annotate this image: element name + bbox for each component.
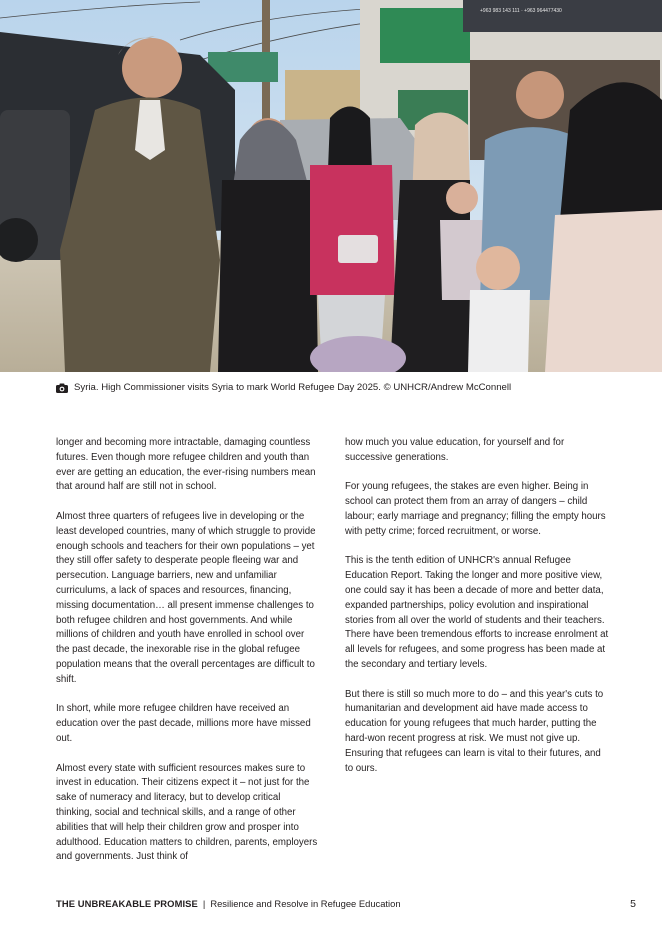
caption-text: Syria. High Commissioner visits Syria to mark World Refugee Day 2025. © UNHCR/Andrew McConnell	[74, 382, 512, 393]
boy-shirt	[468, 290, 530, 372]
photo-illustration	[0, 0, 662, 372]
white-dress	[545, 210, 662, 372]
paragraph: This is the tenth edition of UNHCR's annual Refugee Education Report. Taking the longer and more positive view, one could say it has been a decade of more and better data, expanded partnerships, policy evolution and inspirational stories from all over the world of students and their teachers. There have been tremendous efforts to increase enrolment at all levels for refugees, and some progress has been made at the secondary and tertiary levels.	[345, 555, 609, 670]
paragraph: longer and becoming more intractable, damaging countless futures. Even though more refugee children and youth than ever are getting an education, the ever-rising numbers mean that around half are still not in school.	[56, 437, 316, 493]
camera-icon	[56, 383, 68, 393]
report-subtitle: Resilience and Resolve in Refugee Education	[210, 898, 401, 909]
photo-caption	[56, 381, 646, 395]
page-footer	[56, 897, 636, 911]
body-column-left	[56, 436, 318, 880]
shop-sign-phone: +963 983 143 111 · +963 964477430	[480, 8, 562, 14]
footer-separator: |	[202, 898, 206, 909]
paragraph: But there is still so much more to do – and this year's cuts to humanitarian and development aid have made access to education for young refugees that much harder, putting the hard-won recent progress at risk. We must not give up. Ensuring that refugees can learn is vital to their futures, and to ours.	[345, 688, 604, 774]
pink-jacket	[310, 165, 395, 295]
body-column-right	[345, 436, 611, 791]
paragraph: In short, while more refugee children have received an education over the past decade, millions more have missed out.	[56, 703, 311, 744]
paragraph: For young refugees, the stakes are even higher. Being in school can protect them from an array of dangers – child labour; early marriage and pregnancy; filling the empty hours with petty crime; forced recruitment, or worse.	[345, 481, 606, 537]
page-number: 5	[630, 898, 636, 910]
hero-photo	[0, 0, 662, 372]
report-title: THE UNBREAKABLE PROMISE	[56, 898, 198, 909]
shop-sign-dark	[463, 0, 662, 32]
paragraph: Almost three quarters of refugees live in developing or the least developed countries, many of which struggle to provide enough schools and teachers for their own populations – yet they still offer safety to desperate people fleeing war and persecution. Language barriers, new and unfamiliar curriculums, a lack of spaces and resources, financing, missing documentation… all present immense challenges to both refugee children and host governments. And while millions of children and youth have enrolled in school over the past decade, the inexorable rise in the global refugee population means that the overall percentages are difficult to shift.	[56, 510, 316, 685]
shop-sign-green	[380, 8, 470, 63]
paragraph: Almost every state with sufficient resources makes sure to invest in education. Their citizens expect it – not just for the sake of numeracy and literacy, but to develop critical thinking, social and technical skills, and a range of other abilities that will help their children grow and prosper into adulthood. Education matters to children, parents, employers and governments. Just think of	[56, 762, 318, 863]
paragraph: how much you value education, for yourself and for successive generations.	[345, 437, 565, 463]
man-head	[122, 38, 182, 98]
black-robe	[218, 180, 318, 372]
handbag	[338, 235, 378, 263]
